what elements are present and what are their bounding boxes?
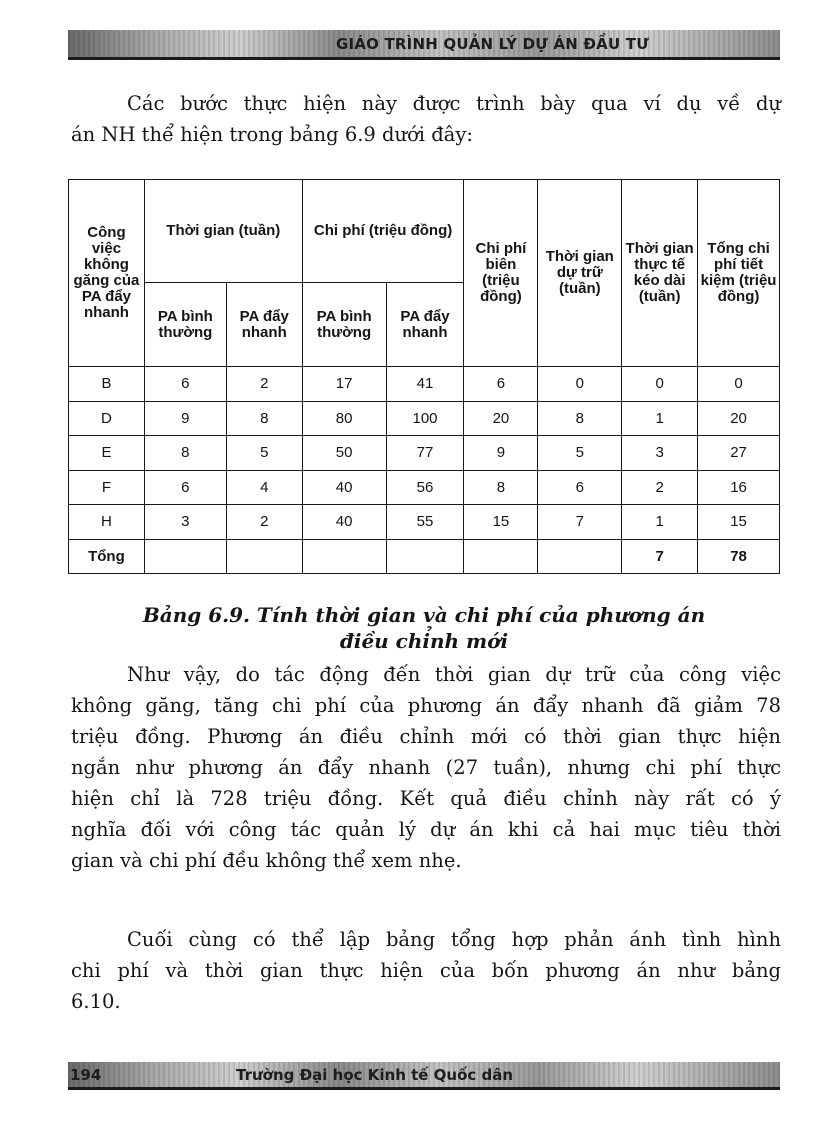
header-extension: Thời gian thực tế kéo dài (tuần): [622, 180, 698, 367]
text-line: chi phí và thời gian thực hiện của bốn phương án như bảng: [71, 959, 781, 982]
value-cell: 8: [226, 401, 302, 436]
value-cell: 41: [386, 367, 464, 402]
value-cell: 6: [538, 470, 622, 505]
value-cell: 80: [302, 401, 386, 436]
footer-university: Trường Đại học Kinh tế Quốc dân: [236, 1066, 514, 1084]
body-paragraph-1: [71, 659, 781, 876]
value-cell: 9: [144, 401, 226, 436]
header-time-normal: PA bình thường: [144, 283, 226, 367]
header-band: [68, 30, 780, 60]
value-cell: 6: [144, 470, 226, 505]
total-label: Tổng: [69, 539, 145, 574]
text-line: Các bước thực hiện này được trình bày qua ví dụ về dự: [127, 92, 781, 115]
text-line: nghĩa đối với công tác quản lý dự án khi cả hai mục tiêu thời: [71, 818, 781, 841]
header-slack: Thời gian dự trữ (tuần): [538, 180, 622, 367]
value-cell: 1: [622, 505, 698, 540]
value-cell: 4: [226, 470, 302, 505]
text-line: Như vậy, do tác động đến thời gian dự trữ của công việc: [127, 663, 781, 686]
header-time-group: Thời gian (tuần): [144, 180, 302, 283]
value-cell: 100: [386, 401, 464, 436]
text-line: hiện chỉ là 728 triệu đồng. Kết quả điều chỉnh này rất có ý: [71, 787, 781, 810]
table-row: [69, 436, 780, 471]
total-cell: [464, 539, 538, 574]
value-cell: 8: [464, 470, 538, 505]
value-cell: 20: [698, 401, 780, 436]
value-cell: 2: [622, 470, 698, 505]
task-cell: H: [69, 505, 145, 540]
total-cell: [538, 539, 622, 574]
intro-paragraph: [71, 88, 781, 150]
table-row: [69, 401, 780, 436]
total-cell: [386, 539, 464, 574]
value-cell: 40: [302, 470, 386, 505]
task-cell: F: [69, 470, 145, 505]
value-cell: 9: [464, 436, 538, 471]
body-paragraph-2: [71, 924, 781, 1017]
value-cell: 20: [464, 401, 538, 436]
value-cell: 0: [622, 367, 698, 402]
total-cell: [302, 539, 386, 574]
value-cell: 15: [698, 505, 780, 540]
table-total-row: [69, 539, 780, 574]
text-line: 6.10.: [71, 990, 121, 1013]
text-line: không găng, tăng chi phí của phương án đẩy nhanh đã giảm 78: [71, 694, 781, 717]
header-cost-fast: PA đẩy nhanh: [386, 283, 464, 367]
value-cell: 7: [538, 505, 622, 540]
task-cell: E: [69, 436, 145, 471]
text-line: gian và chi phí đều không thể xem nhẹ.: [71, 849, 462, 872]
value-cell: 2: [226, 505, 302, 540]
table-row: [69, 470, 780, 505]
value-cell: 56: [386, 470, 464, 505]
value-cell: 15: [464, 505, 538, 540]
text-line: Cuối cùng có thể lập bảng tổng hợp phản ánh tình hình: [127, 928, 781, 951]
value-cell: 16: [698, 470, 780, 505]
value-cell: 1: [622, 401, 698, 436]
caption-line: Bảng 6.9. Tính thời gian và chi phí của phương án: [142, 603, 706, 627]
value-cell: 50: [302, 436, 386, 471]
table-row: [69, 505, 780, 540]
text-line: ngắn như phương án đẩy nhanh (27 tuần), nhưng chi phí thực: [71, 756, 781, 779]
table-row: [69, 367, 780, 402]
table-caption: [68, 602, 780, 654]
header-cost-normal: PA bình thường: [302, 283, 386, 367]
caption-line: điều chỉnh mới: [339, 629, 509, 653]
value-cell: 40: [302, 505, 386, 540]
value-cell: 17: [302, 367, 386, 402]
value-cell: 0: [698, 367, 780, 402]
header-marginal-cost: Chi phí biên (triệu đồng): [464, 180, 538, 367]
task-cell: B: [69, 367, 145, 402]
text-line: triệu đồng. Phương án điều chỉnh mới có thời gian thực hiện: [71, 725, 781, 748]
total-cell: 7: [622, 539, 698, 574]
total-cell: 78: [698, 539, 780, 574]
value-cell: 5: [538, 436, 622, 471]
total-cell: [226, 539, 302, 574]
value-cell: 3: [144, 505, 226, 540]
footer-band: [68, 1062, 780, 1090]
value-cell: 6: [464, 367, 538, 402]
page-number: 194: [70, 1066, 102, 1084]
value-cell: 27: [698, 436, 780, 471]
value-cell: 6: [144, 367, 226, 402]
table-6-9: [68, 179, 780, 574]
running-header-title: GIÁO TRÌNH QUẢN LÝ DỰ ÁN ĐẦU TƯ: [336, 35, 649, 53]
value-cell: 8: [144, 436, 226, 471]
total-cell: [144, 539, 226, 574]
value-cell: 77: [386, 436, 464, 471]
task-cell: D: [69, 401, 145, 436]
header-saving: Tổng chi phí tiết kiệm (triệu đồng): [698, 180, 780, 367]
header-task: Công việc không găng của PA đẩy nhanh: [69, 180, 145, 367]
header-time-fast: PA đẩy nhanh: [226, 283, 302, 367]
value-cell: 8: [538, 401, 622, 436]
value-cell: 0: [538, 367, 622, 402]
text-line: án NH thể hiện trong bảng 6.9 dưới đây:: [71, 123, 473, 146]
value-cell: 5: [226, 436, 302, 471]
value-cell: 2: [226, 367, 302, 402]
value-cell: 55: [386, 505, 464, 540]
value-cell: 3: [622, 436, 698, 471]
header-cost-group: Chi phí (triệu đồng): [302, 180, 464, 283]
